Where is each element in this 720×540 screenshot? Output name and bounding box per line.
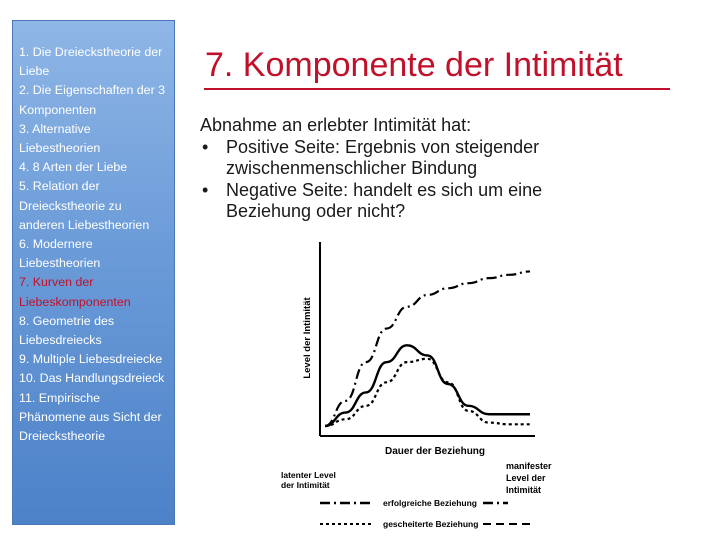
sidebar-item-relation[interactable]: 5. Relation der Dreieckstheorie zu anderen Liebestheorien — [19, 179, 150, 232]
bullet-negative-line1: • Negative Seite: handelt es sich um eine — [226, 179, 543, 200]
sidebar-item-modernere-theorien[interactable]: 6. Modernere Liebestheorien — [19, 237, 101, 271]
series-manifest-gescheitert — [325, 359, 530, 426]
manifest-label-line2: Level der — [506, 473, 546, 483]
slide-content — [200, 115, 700, 223]
series-manifest-erfolgreich — [325, 345, 530, 426]
legend-label-gescheitert: gescheiterte Beziehung — [383, 519, 479, 529]
legend-label-erfolgreich: erfolgreiche Beziehung — [383, 498, 477, 508]
sidebar-item-kurven-active[interactable]: 7. Kurven der Liebeskomponenten — [19, 275, 131, 309]
latent-label-line2: der Intimität — [281, 480, 330, 490]
series-group — [325, 271, 530, 426]
sidebar-item-alternative-theorien[interactable]: 3. Alternative Liebestheorien — [19, 121, 101, 156]
bullet-positive-line1: • Positive Seite: Ergebnis von steigender — [226, 136, 540, 157]
x-axis-label: Dauer der Beziehung — [385, 446, 486, 457]
slide-title: 7. Komponente der Intimität — [205, 46, 623, 84]
bullet-negative-line2: Beziehung oder nicht? — [226, 201, 406, 221]
sidebar-item-eigenschaften[interactable]: 2. Die Eigenschaften der 3 Komponenten — [19, 83, 166, 117]
latent-label-line1: latenter Level — [281, 470, 336, 480]
sidebar-item-geometrie[interactable]: 8. Geometrie des Liebesdreiecks — [19, 313, 115, 348]
bullet-positive — [200, 137, 700, 180]
title-underline — [204, 88, 670, 90]
sidebar-item-arten-der-liebe[interactable]: 4. 8 Arten der Liebe — [19, 160, 128, 175]
sidebar-list — [19, 43, 170, 446]
intro-text: Abnahme an erlebter Intimität hat: — [200, 115, 472, 135]
manifest-label-line3: Intimität — [506, 485, 541, 495]
sidebar-item-handlungsdreieck[interactable]: 10. Das Handlungsdreieck — [19, 371, 165, 386]
y-axis-label: Level der Intimität — [302, 297, 313, 379]
bullet-negative — [200, 180, 700, 223]
bullet-positive-line2: zwischenmenschlicher Bindung — [226, 158, 478, 178]
sidebar-item-multiple-dreiecke[interactable]: 9. Multiple Liebesdreiecke — [19, 352, 163, 367]
intimacy-chart — [281, 238, 580, 530]
manifest-label-line1: manifester — [506, 461, 552, 471]
sidebar-navigation — [12, 20, 175, 525]
sidebar-item-dreieckstheorie[interactable]: 1. Die Dreieckstheorie der Liebe — [19, 45, 163, 79]
sidebar-item-empirische-phaenomene[interactable]: 11. Empirische Phänomene aus Sicht der Dreieckstheorie — [19, 390, 162, 444]
